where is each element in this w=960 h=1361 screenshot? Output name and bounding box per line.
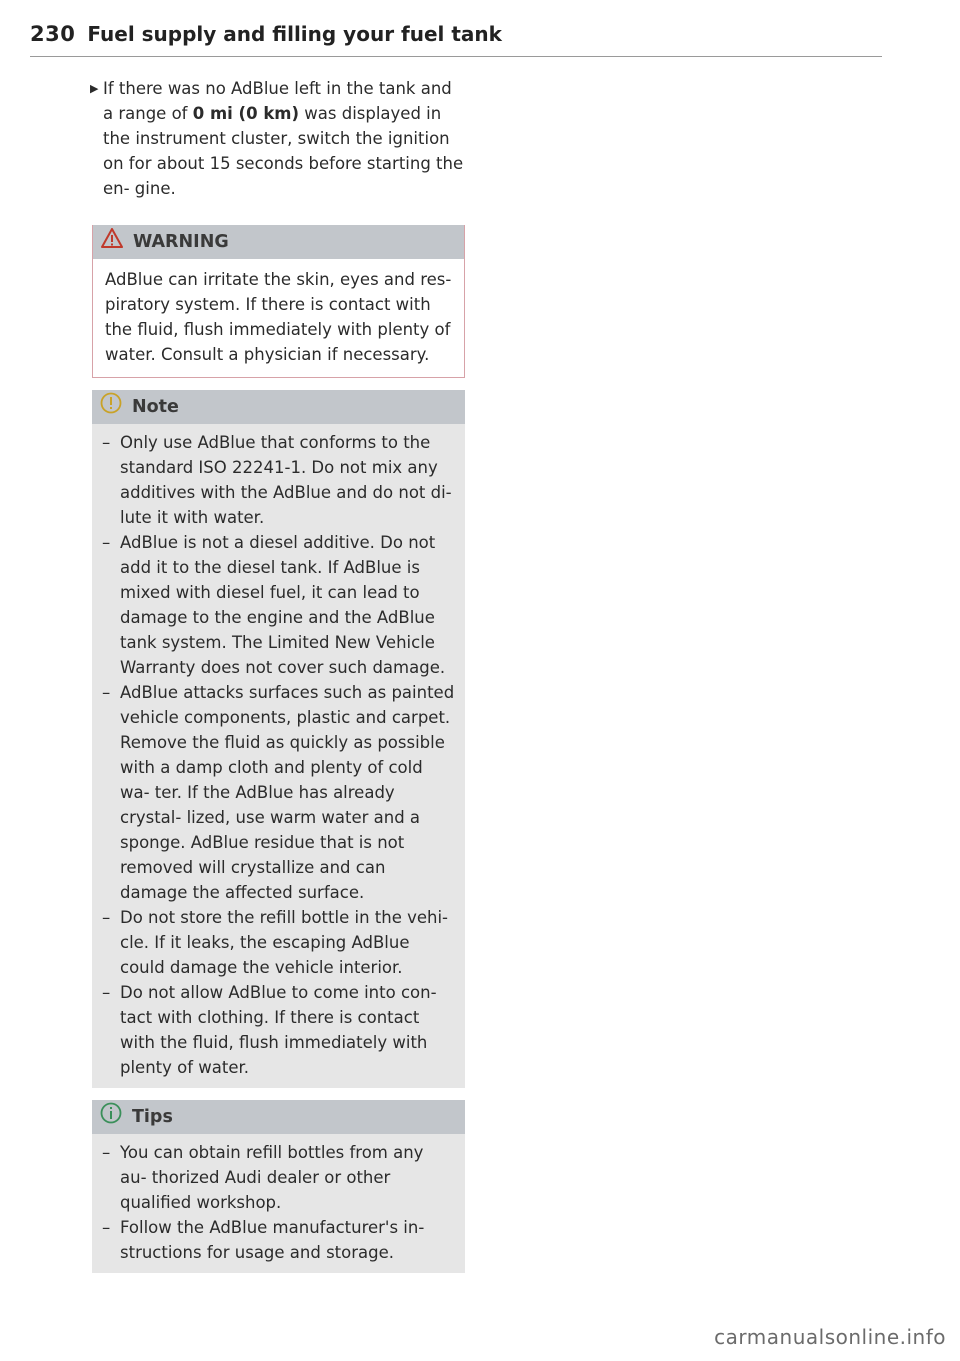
info-circle-icon: [100, 1102, 122, 1132]
instruction-step: [92, 76, 465, 201]
page-number: 230: [30, 22, 76, 46]
triangle-right-icon: ▶: [90, 82, 99, 95]
step-text-bold: 0 mi (0 km): [192, 104, 300, 123]
step-text-pre: If there was no AdBlue left in the tank and a range of: [103, 79, 452, 123]
warning-text: AdBlue can irritate the skin, eyes and res- piratory system. If there is contact with the fluid, flush immediately with plenty of water. Consult a physician if necessary.: [93, 259, 464, 377]
note-header: [92, 390, 465, 424]
warning-triangle-icon: [101, 228, 123, 256]
step-text-post: was displayed in the instrument cluster, switch the ignition on for about 15 seconds before starting the en- gine.: [103, 104, 464, 198]
note-list: [102, 430, 455, 1080]
note-title: Note: [132, 396, 179, 417]
warning-box: [92, 225, 465, 378]
watermark: carmanualsonline.info: [714, 1325, 946, 1349]
tips-box: [92, 1100, 465, 1273]
page-header: [30, 22, 882, 57]
warning-title: WARNING: [133, 231, 229, 252]
list-item: – Follow the AdBlue manufacturer's in- structions for usage and storage.: [102, 1215, 455, 1265]
warning-header: [93, 225, 464, 259]
list-item: – Do not store the refill bottle in the vehi- cle. If it leaks, the escaping AdBlue could damage the vehicle interior.: [102, 905, 455, 980]
list-item: – Do not allow AdBlue to come into con- tact with clothing. If there is contact with the fluid, flush immediately with plenty of water.: [102, 980, 455, 1080]
note-box: [92, 390, 465, 1088]
tips-list: [102, 1140, 455, 1265]
list-item: – Only use AdBlue that conforms to the standard ISO 22241-1. Do not mix any additives with the AdBlue and do not di- lute it with water.: [102, 430, 455, 530]
list-item: – AdBlue is not a diesel additive. Do not add it to the diesel tank. If AdBlue is mixed with diesel fuel, it can lead to damage to the engine and the AdBlue tank system. The Limited New Vehicle Warranty does not cover such damage.: [102, 530, 455, 680]
chapter-title: Fuel supply and filling your fuel tank: [87, 22, 502, 46]
tips-title: Tips: [132, 1106, 173, 1127]
main-column: [92, 76, 465, 1273]
exclamation-circle-icon: [100, 392, 122, 422]
list-item: – You can obtain refill bottles from any au- thorized Audi dealer or other qualified workshop.: [102, 1140, 455, 1215]
tips-header: [92, 1100, 465, 1134]
list-item: – AdBlue attacks surfaces such as painted vehicle components, plastic and carpet. Remove the fluid as quickly as possible with a damp cloth and plenty of cold wa- ter. If the AdBlue has already crystal- lized, use warm water and a sponge. AdBlue residue that is not removed will crystallize and can damage the affected surface.: [102, 680, 455, 905]
